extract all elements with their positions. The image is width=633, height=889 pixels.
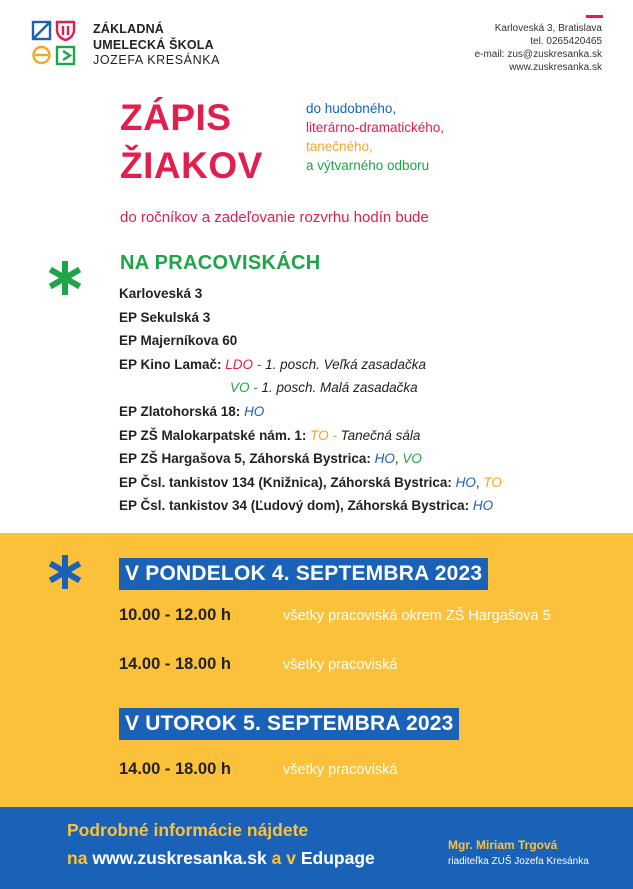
asterisk-blue-icon: [45, 552, 85, 592]
website: www.zuskresanka.sk: [509, 62, 602, 73]
asterisk-green-icon: [45, 258, 85, 298]
place-item: EP ZŠ Malokarpatské nám. 1: TO - Tanečná sála: [119, 427, 421, 443]
school-line-1: ZÁKLADNÁ: [93, 22, 165, 36]
school-name: [93, 22, 220, 69]
school-line-2: UMELECKÁ ŠKOLA: [93, 37, 214, 52]
place-item: EP Čsl. tankistov 134 (Knižnica), Záhorská Bystrica: HO, TO: [119, 474, 502, 490]
place-item: EP Zlatohorská 18: HO: [119, 403, 265, 419]
email: e-mail: zus@zuskresanka.sk: [474, 49, 602, 60]
dept-code: HO: [455, 474, 476, 490]
day-tuesday-label: V UTOROK 5. SEPTEMBRA 2023: [119, 708, 459, 740]
place-item: EP Majerníkova 60: [119, 333, 238, 349]
place-item: EP Sekulská 3: [119, 309, 211, 325]
day-monday-label: V PONDELOK 4. SEPTEMBRA 2023: [119, 558, 488, 590]
dept-code: LDO: [225, 356, 254, 372]
time-slot-3-desc: všetky pracoviská: [283, 762, 398, 778]
place-item: EP Čsl. tankistov 34 (Ľudový dom), Záhorská Bystrica: HO: [119, 498, 494, 514]
time-slot-2: 14.00 - 18.00 h: [119, 655, 231, 673]
places-list: [119, 282, 502, 518]
dept-code: VO: [230, 380, 250, 396]
time-slot-1-desc: všetky pracoviská okrem ZŠ Hargašova 5: [283, 608, 551, 624]
place-item: EP Kino Lamač: LDO - 1. posch. Veľká zasadačka: [119, 356, 426, 372]
info-line-1: Podrobné informácie nájdete: [67, 820, 309, 840]
time-slot-3: 14.00 - 18.00 h: [119, 760, 231, 778]
dept-dance: tanečného,: [306, 139, 373, 154]
departments-list: [306, 99, 444, 175]
dept-drama: literárno-dramatického,: [306, 120, 445, 135]
time-slot-2-desc: všetky pracoviská: [283, 657, 398, 673]
signature-name: Mgr. Miriam Trgová: [448, 838, 558, 852]
signature-role: riaditeľka ZUŠ Jozefa Kresánka: [448, 856, 589, 867]
address: Karloveská 3, Bratislava: [494, 23, 602, 34]
dept-music: do hudobného,: [306, 101, 397, 116]
place-item: EP ZŠ Hargašova 5, Záhorská Bystrica: HO, VO: [119, 451, 422, 467]
edupage-link[interactable]: Edupage: [300, 848, 375, 868]
info-line-2: na www.zuskresanka.sk a v Edupage: [67, 848, 375, 868]
dept-code: TO: [483, 474, 502, 490]
title-line-2: ŽIAKOV: [120, 145, 263, 186]
dept-code: TO: [310, 427, 329, 443]
dept-code: HO: [244, 403, 265, 419]
dept-code: HO: [472, 498, 494, 514]
website-link[interactable]: www.zuskresanka.sk: [92, 848, 267, 868]
school-line-3: JOZEFA KRESÁNKA: [93, 53, 221, 67]
phone: tel. 0265420465: [530, 36, 602, 47]
dept-code: HO: [374, 451, 395, 467]
time-slot-1: 10.00 - 12.00 h: [119, 606, 231, 624]
place-item: Karloveská 3: [119, 286, 203, 301]
school-logo-icon: [31, 20, 77, 66]
places-heading: NA PRACOVISKÁCH: [120, 252, 321, 274]
place-item: VO - 1. posch. Malá zasadačka: [230, 380, 418, 396]
subtitle: do ročníkov a zadeľovanie rozvrhu hodín bude: [120, 209, 429, 226]
title-line-1: ZÁPIS: [120, 97, 232, 138]
dept-art: a výtvarného odboru: [306, 158, 430, 173]
header-accent-bar: [586, 15, 603, 18]
contact-block: [475, 22, 602, 74]
dept-code: VO: [402, 451, 422, 467]
